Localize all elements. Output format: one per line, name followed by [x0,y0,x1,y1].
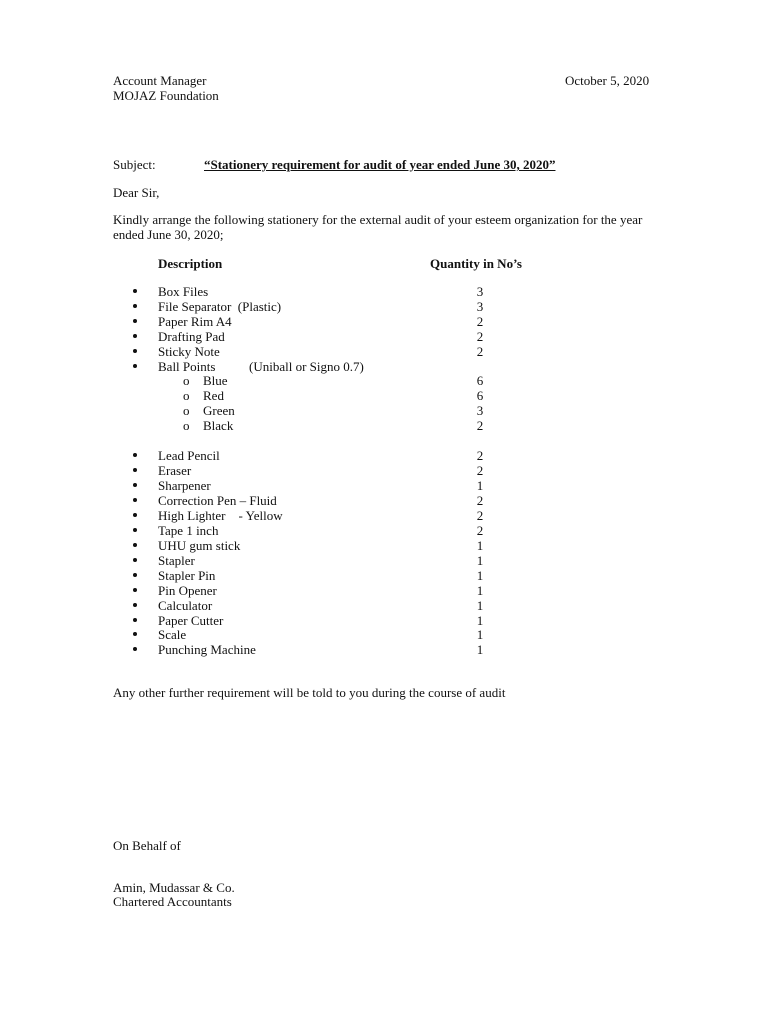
bullet-icon [133,627,137,636]
item-quantity: 2 [476,329,484,344]
item-label: Sticky Note [158,344,220,359]
item-quantity: 2 [476,523,484,538]
item-quantity: 1 [476,642,484,657]
item-label: File Separator (Plastic) [158,299,282,314]
recipient-org: MOJAZ Foundation [113,88,219,103]
sub-item-label: Black [203,418,234,433]
item-label: Paper Rim A4 [158,314,232,329]
sub-bullet-icon: o [183,403,190,418]
bullet-icon [133,314,137,323]
item-quantity: 3 [476,403,484,418]
closing-note: Any other further requirement will be told to you during the course of audit [113,685,506,700]
item-quantity: 2 [476,463,484,478]
bullet-icon [133,478,137,487]
sub-item-label: Red [203,388,224,403]
item-label: Correction Pen – Fluid [158,493,277,508]
letter-date: October 5, 2020 [565,73,650,88]
bullet-icon [133,344,137,353]
intro-paragraph: Kindly arrange the following stationery for the external audit of your esteem organization for the year ended June 30, 2020; [113,212,643,242]
sub-bullet-icon: o [183,388,190,403]
item-label: Stapler [158,553,195,568]
sub-bullet-icon: o [183,373,190,388]
item-label: Box Files [158,284,209,299]
item-quantity: 1 [476,583,484,598]
item-quantity: 2 [476,314,484,329]
salutation: Dear Sir, [113,185,160,200]
item-quantity: 1 [476,613,484,628]
subject-text: “Stationery requirement for audit of year ended June 30, 2020” [204,157,556,172]
subject-label: Subject: [113,157,156,172]
bullet-icon [133,463,137,472]
bullet-icon [133,553,137,562]
bullet-icon [133,613,137,622]
item-quantity: 3 [476,284,484,299]
item-quantity: 1 [476,478,484,493]
item-quantity: 6 [476,388,484,403]
bullet-icon [133,359,137,368]
sub-bullet-icon: o [183,418,190,433]
item-label: Punching Machine [158,642,256,657]
firm-name: Amin, Mudassar & Co. [113,880,235,895]
bullet-icon [133,523,137,532]
item-quantity: 2 [476,508,484,523]
col-description-header: Description [158,256,223,271]
bullet-icon [133,583,137,592]
item-label: Ball Points [158,359,216,374]
item-label: Sharpener [158,478,211,493]
item-quantity: 1 [476,568,484,583]
item-quantity: 2 [476,418,484,433]
bullet-icon [133,538,137,547]
bullet-icon [133,299,137,308]
item-label: High Lighter - Yellow [158,508,283,523]
item-quantity: 2 [476,448,484,463]
item-label: Calculator [158,598,213,613]
bullet-icon [133,642,137,651]
item-label: Lead Pencil [158,448,220,463]
item-quantity: 3 [476,299,484,314]
ballpoints-note: (Uniball or Signo 0.7) [249,359,364,374]
bullet-icon [133,493,137,502]
bullet-icon [133,284,137,293]
item-label: Scale [158,627,187,642]
sub-item-label: Blue [203,373,228,388]
firm-type: Chartered Accountants [113,894,232,909]
item-quantity: 1 [476,538,484,553]
bullet-icon [133,329,137,338]
bullet-icon [133,508,137,517]
item-label: Eraser [158,463,192,478]
bullet-icon [133,448,137,457]
item-label: Tape 1 inch [158,523,219,538]
item-quantity: 1 [476,598,484,613]
item-label: Stapler Pin [158,568,216,583]
item-quantity: 2 [476,493,484,508]
item-quantity: 6 [476,373,484,388]
item-label: Pin Opener [158,583,217,598]
item-quantity: 2 [476,344,484,359]
col-quantity-header: Quantity in No’s [430,256,522,271]
item-label: UHU gum stick [158,538,241,553]
bullet-icon [133,568,137,577]
item-label: Paper Cutter [158,613,224,628]
item-label: Drafting Pad [158,329,225,344]
recipient-title: Account Manager [113,73,207,88]
sub-item-label: Green [203,403,235,418]
bullet-icon [133,598,137,607]
item-quantity: 1 [476,553,484,568]
item-quantity: 1 [476,627,484,642]
on-behalf-label: On Behalf of [113,838,181,853]
